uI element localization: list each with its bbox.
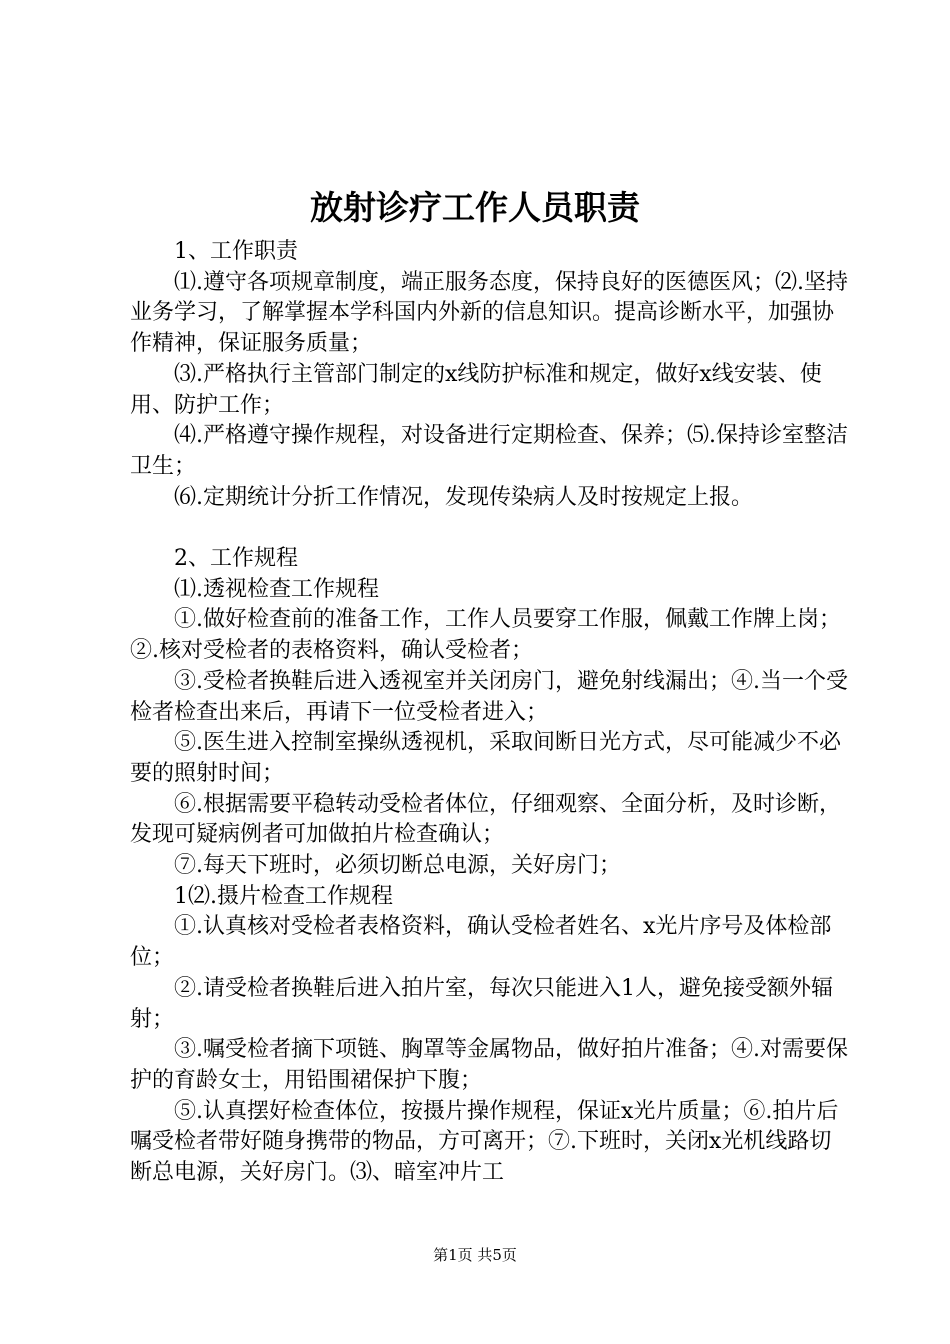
document-body <box>130 237 850 1189</box>
paragraph: ③.受检者换鞋后进入透视室并关闭房门，避免射线漏出；④.当一个受检者检查出来后，再请下一位受检者进入； <box>130 668 848 725</box>
paragraph: ⑥.根据需要平稳转动受检者体位，仔细观察、全面分析，及时诊断，发现可疑病例者可加做拍片检查确认； <box>130 791 841 848</box>
paragraph: ⑹.定期统计分折工作情况，发现传染病人及时按规定上报。 <box>174 484 753 510</box>
paragraph: ①.做好检查前的准备工作，工作人员要穿工作服，佩戴工作牌上岗；②.核对受检者的表格资料，确认受检者； <box>130 607 841 664</box>
paragraph: ⑤.医生进入控制室操纵透视机，采取间断日光方式，尽可能减少不必要的照射时间； <box>130 730 841 786</box>
paragraph: 1、工作职责 <box>174 239 298 264</box>
paragraph: 2、工作规程 <box>174 546 298 572</box>
paragraph: ⑴.遵守各项规章制度，端正服务态度，保持良好的医德医风；⑵.坚持业务学习，了解掌握本学科国内外新的信息知识。提高诊断水平，加强协作精神，保证服务质量； <box>130 269 848 357</box>
paragraph: ⑷.严格遵守操作规程，对设备进行定期检查、保养；⑸.保持诊室整洁卫生； <box>130 423 848 479</box>
page-footer: 第1页 共5页 <box>433 1246 517 1264</box>
paragraph: 1⑵.摄片检查工作规程 <box>174 883 393 909</box>
paragraph: ⑦.每天下班时，必须切断总电源，关好房门； <box>174 853 621 879</box>
paragraph: ②.请受检者换鞋后进入拍片室，每次只能进入1人，避免接受额外辐射； <box>130 975 833 1032</box>
paragraph: ⑤.认真摆好检查体位，按摄片操作规程，保证x光片质量；⑥.拍片后嘱受检者带好随身携带的物品，方可离开；⑦.下班时，关闭x光机线路切断总电源，关好房门。⑶、暗室冲片工 <box>130 1098 839 1186</box>
paragraph: ③.嘱受检者摘下项链、胸罩等金属物品，做好拍片准备；④.对需要保护的育龄女士，用铅围裙保护下腹； <box>130 1037 848 1093</box>
document-title: 放射诊疗工作人员职责 <box>310 188 640 227</box>
blank-line <box>130 513 850 544</box>
paragraph: ⑶.严格执行主管部门制定的x线防护标准和规定，做好x线安装、使用、防护工作； <box>130 361 822 418</box>
paragraph: ①.认真核对受检者表格资料，确认受检者姓名、x光片序号及体检部位； <box>130 914 832 971</box>
paragraph: ⑴.透视检查工作规程 <box>174 576 379 602</box>
